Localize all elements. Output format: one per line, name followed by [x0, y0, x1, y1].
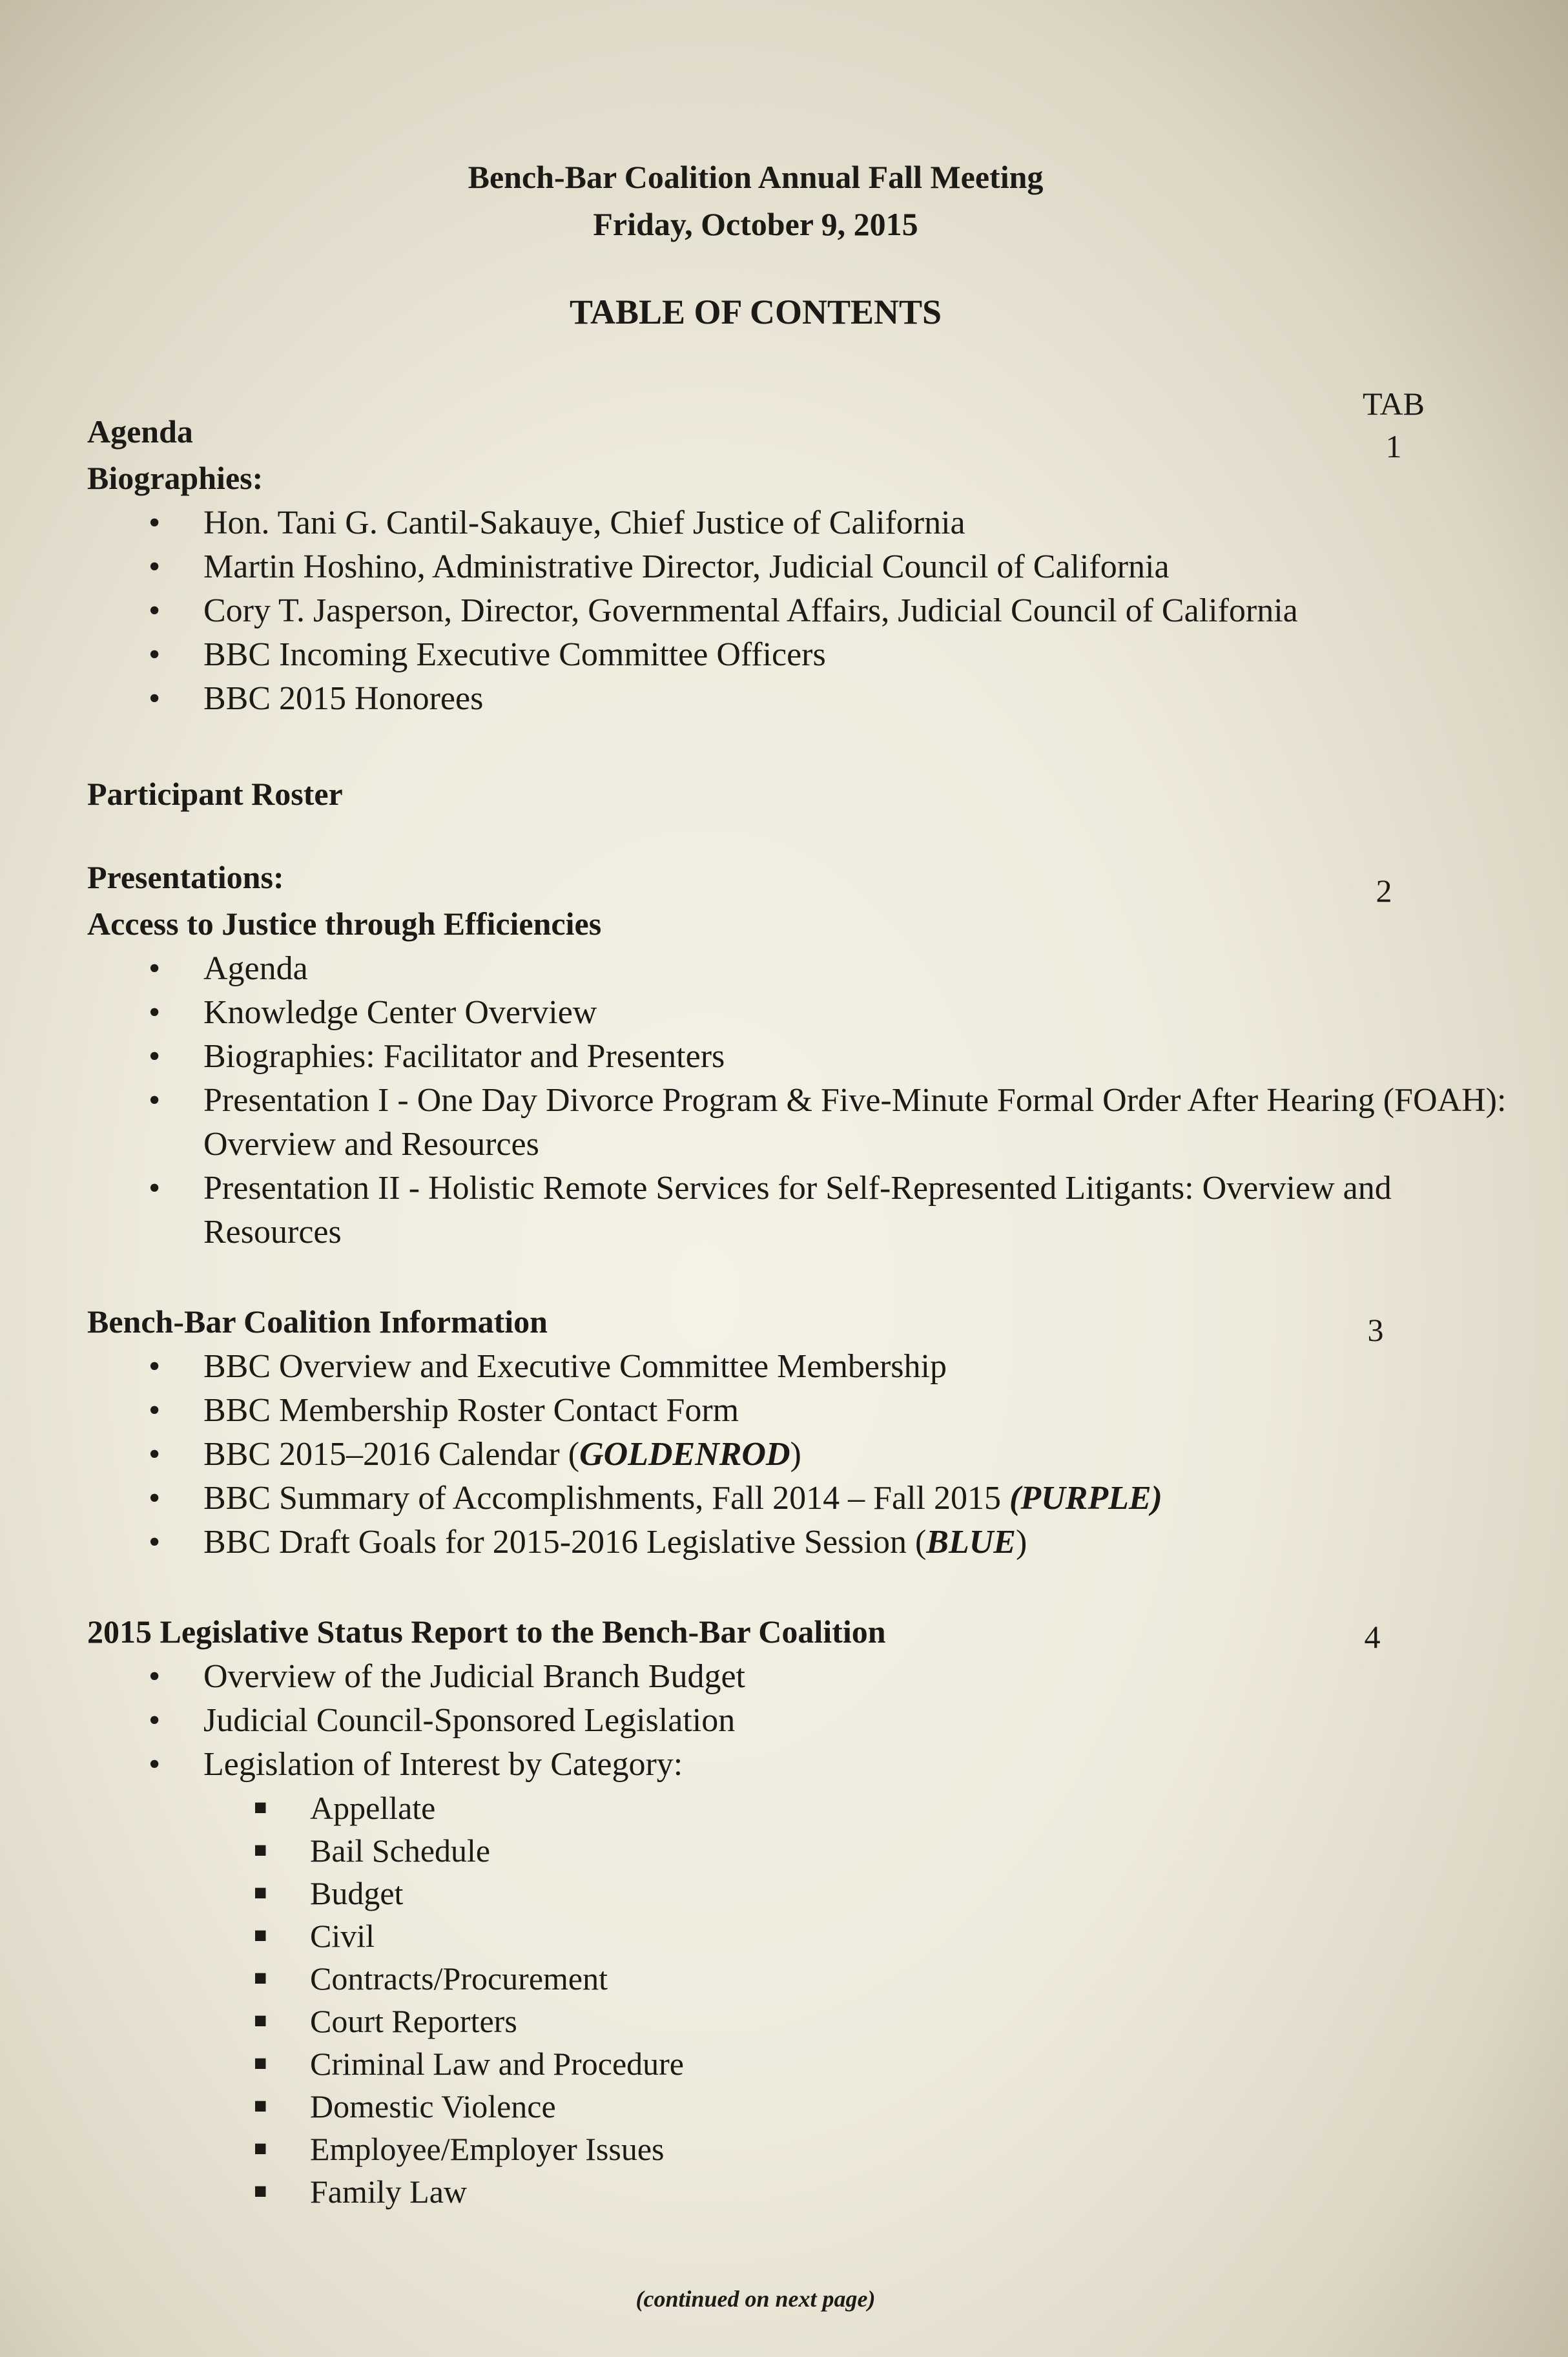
bullet-icon: • — [149, 548, 161, 585]
list-item: • Legislation of Interest by Category: — [87, 1743, 1508, 1787]
bullet-icon: • — [149, 636, 161, 673]
tab-number-2: 2 — [1376, 873, 1392, 909]
tab-column-label: TAB — [1363, 386, 1425, 422]
square-bullet-icon: ■ — [254, 2137, 267, 2161]
meeting-title: Bench-Bar Coalition Annual Fall Meeting — [468, 159, 1044, 195]
category-item: ■ Domestic Violence — [87, 2085, 1508, 2128]
square-bullet-icon: ■ — [254, 1796, 267, 1820]
section-title-presentations: Presentations: — [87, 859, 284, 895]
square-bullet-icon: ■ — [254, 2051, 267, 2075]
bullet-icon: • — [149, 680, 161, 717]
list-item: • Judicial Council-Sponsored Legislation — [87, 1699, 1508, 1743]
square-bullet-icon: ■ — [254, 1838, 267, 1862]
list-item: • Biographies: Facilitator and Presenters — [87, 1035, 1508, 1079]
section-title-biographies: Biographies: — [87, 460, 263, 496]
list-item: • Knowledge Center Overview — [87, 991, 1508, 1035]
square-bullet-icon: ■ — [254, 2009, 267, 2033]
list-item: • BBC Draft Goals for 2015-2016 Legislative Session (BLUE) — [87, 1521, 1508, 1564]
category-item: ■ Family Law — [87, 2170, 1508, 2213]
bullet-icon: • — [149, 592, 161, 629]
category-item: ■ Court Reporters — [87, 2000, 1508, 2042]
section-presentations — [87, 854, 1508, 1254]
square-bullet-icon: ■ — [254, 1881, 267, 1905]
category-item: ■ Budget — [87, 1872, 1508, 1915]
list-item: • Agenda — [87, 947, 1508, 991]
list-item: • Cory T. Jasperson, Director, Governmental Affairs, Judicial Council of California — [87, 589, 1508, 633]
bullet-icon: • — [149, 1746, 161, 1783]
tab-number-3: 3 — [1367, 1312, 1384, 1348]
section-subtitle-access-to-justice: Access to Justice through Efficiencies — [87, 906, 602, 942]
legislative-list — [87, 1655, 1508, 1787]
list-item: • Presentation I - One Day Divorce Program & Five-Minute Formal Order After Hearing (FOAH): Overview and Resources — [87, 1079, 1508, 1167]
bullet-icon: • — [149, 1436, 161, 1473]
tab-number-1: 1 — [1385, 428, 1402, 464]
tab-number-4: 4 — [1364, 1619, 1381, 1655]
bullet-icon: • — [149, 504, 161, 541]
list-item: • BBC Summary of Accomplishments, Fall 2014 – Fall 2015 (PURPLE) — [87, 1477, 1508, 1521]
section-title-legislative-status: 2015 Legislative Status Report to the Bench-Bar Coalition — [87, 1614, 886, 1650]
bullet-icon: • — [149, 950, 161, 987]
bullet-icon: • — [149, 1392, 161, 1429]
toc-title: TABLE OF CONTENTS — [569, 293, 942, 331]
category-item: ■ Appellate — [87, 1787, 1508, 1829]
list-item: • BBC Incoming Executive Committee Officers — [87, 633, 1508, 677]
list-item: • Presentation II - Holistic Remote Services for Self-Represented Litigants: Overview and Resources — [87, 1167, 1508, 1254]
legislation-categories-list — [87, 1787, 1508, 2213]
list-item: • BBC 2015–2016 Calendar (GOLDENROD) — [87, 1433, 1508, 1477]
goldenrod-label: GOLDENROD — [579, 1436, 790, 1473]
bbc-information-list — [87, 1345, 1508, 1564]
list-item: • BBC Overview and Executive Committee Membership — [87, 1345, 1508, 1389]
category-item: ■ Contracts/Procurement — [87, 1957, 1508, 2000]
category-item: ■ Employee/Employer Issues — [87, 2128, 1508, 2170]
bullet-icon: • — [149, 1480, 161, 1517]
bullet-icon: • — [149, 994, 161, 1031]
list-item: • Overview of the Judicial Branch Budget — [87, 1655, 1508, 1699]
list-item: • BBC 2015 Honorees — [87, 677, 1508, 721]
bullet-icon: • — [149, 1082, 161, 1119]
list-item: • Martin Hoshino, Administrative Director, Judicial Council of California — [87, 545, 1508, 589]
section-participant-roster — [87, 771, 1508, 817]
category-item: ■ Civil — [87, 1915, 1508, 1957]
section-title-agenda: Agenda — [87, 413, 193, 450]
category-item: ■ Bail Schedule — [87, 1829, 1508, 1872]
biographies-list — [87, 501, 1508, 721]
blue-label: BLUE — [926, 1524, 1016, 1561]
bullet-icon: • — [149, 1170, 161, 1207]
square-bullet-icon: ■ — [254, 1966, 267, 1990]
section-title-bbc-information: Bench-Bar Coalition Information — [87, 1303, 548, 1340]
bullet-icon: • — [149, 1038, 161, 1075]
square-bullet-icon: ■ — [254, 2094, 267, 2118]
continued-note: (continued on next page) — [635, 2286, 876, 2312]
section-agenda-biographies — [87, 408, 1508, 721]
section-legislative-status — [87, 1608, 1508, 2213]
section-bbc-information — [87, 1298, 1508, 1564]
list-item: • BBC Membership Roster Contact Form — [87, 1389, 1508, 1433]
meeting-date: Friday, October 9, 2015 — [593, 206, 918, 242]
bullet-icon: • — [149, 1348, 161, 1385]
square-bullet-icon: ■ — [254, 2179, 267, 2203]
category-item: ■ Criminal Law and Procedure — [87, 2042, 1508, 2085]
section-title-roster: Participant Roster — [87, 776, 343, 812]
list-item: • Hon. Tani G. Cantil-Sakauye, Chief Justice of California — [87, 501, 1508, 545]
bullet-icon: • — [149, 1658, 161, 1695]
bullet-icon: • — [149, 1524, 161, 1561]
bullet-icon: • — [149, 1702, 161, 1739]
presentations-list — [87, 947, 1508, 1254]
square-bullet-icon: ■ — [254, 1924, 267, 1947]
purple-label: (PURPLE) — [1009, 1480, 1162, 1517]
